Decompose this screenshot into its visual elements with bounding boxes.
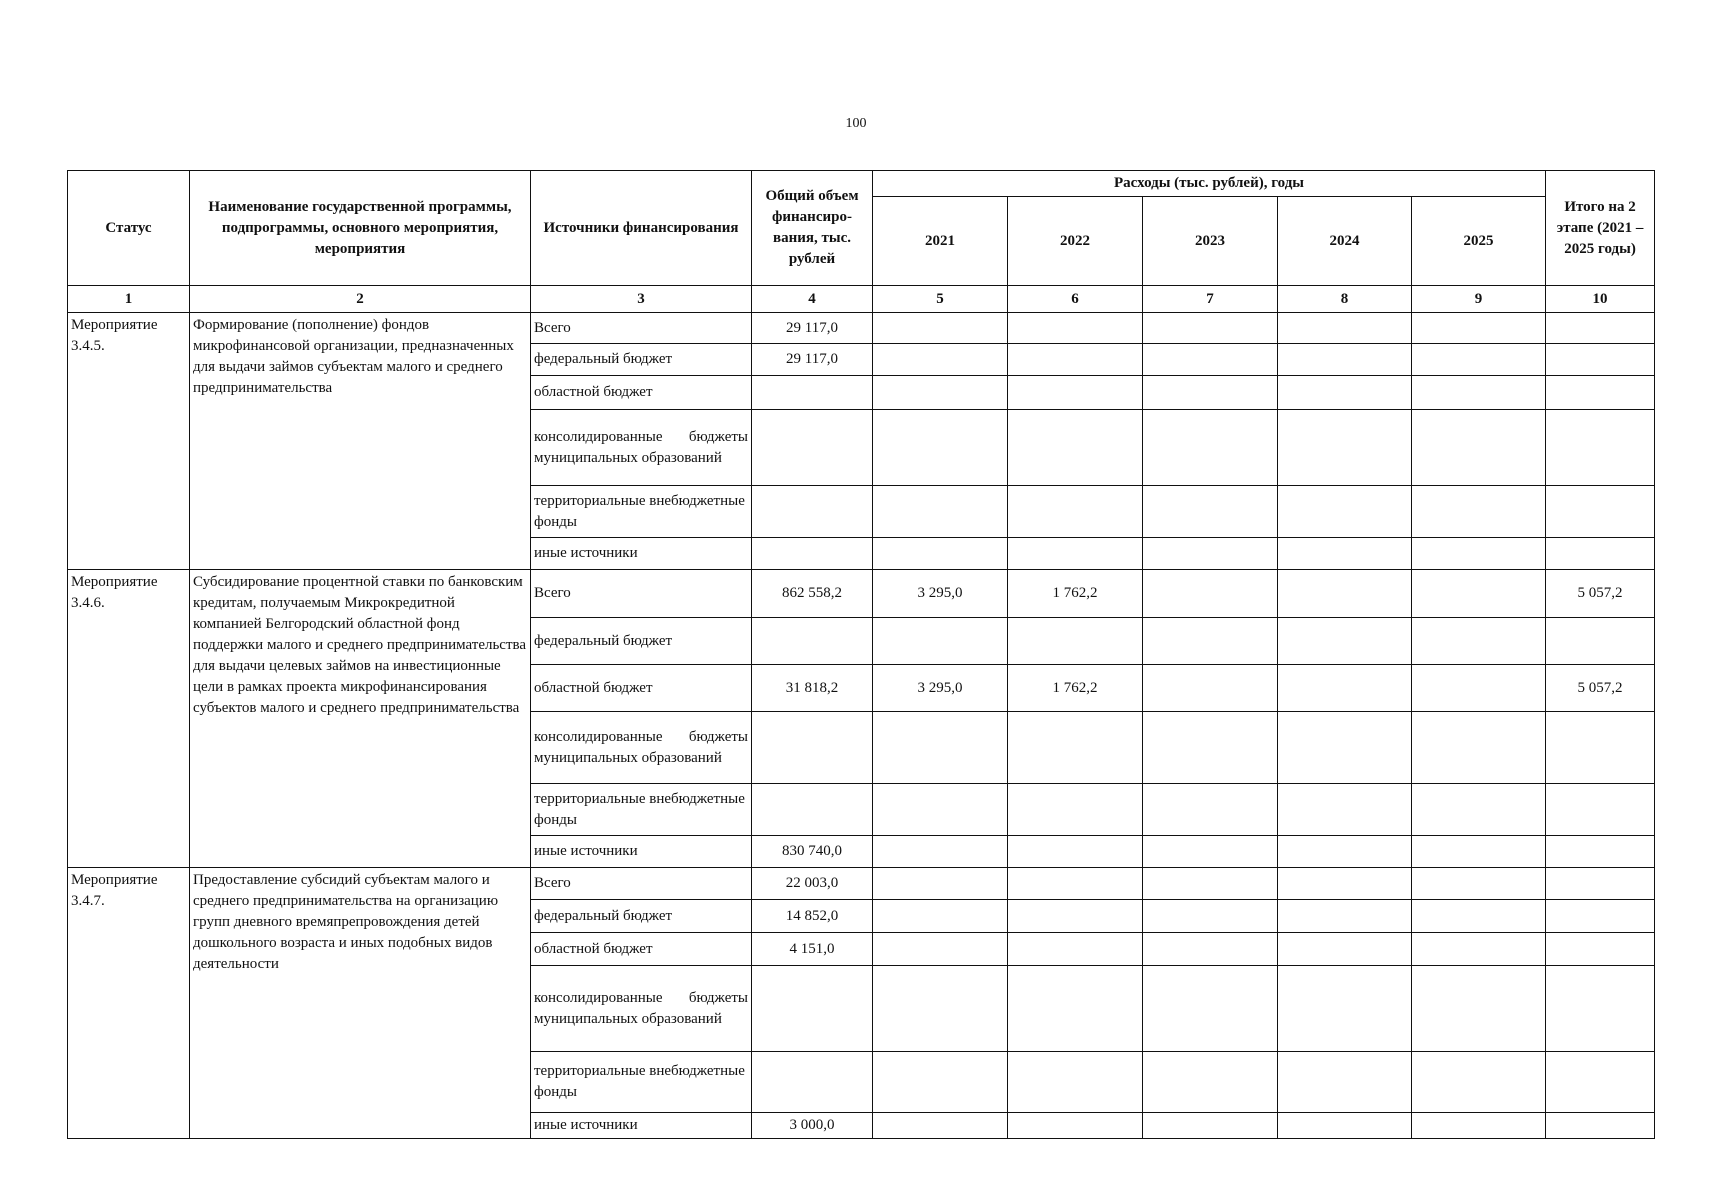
- year-value-cell: 1 762,2: [1008, 570, 1143, 618]
- year-value-cell: [1143, 966, 1278, 1052]
- year-value-cell: [1008, 933, 1143, 966]
- funding-source: консолидированные бюджеты муниципальных образований: [531, 712, 752, 784]
- total-volume-cell: [752, 712, 873, 784]
- year-value-cell: [1143, 900, 1278, 933]
- column-numbers-row: [68, 286, 1655, 313]
- year-value-cell: [1008, 313, 1143, 344]
- header-name: Наименование государственной программы, подпрограммы, основного мероприятия, мероприятия: [190, 171, 531, 286]
- year-value-cell: [1008, 410, 1143, 486]
- stage-total-cell: [1546, 344, 1655, 376]
- year-value-cell: [1412, 665, 1546, 712]
- funding-source: иные источники: [531, 538, 752, 570]
- year-value-cell: [1008, 538, 1143, 570]
- year-value-cell: [1412, 618, 1546, 665]
- year-value-cell: [1278, 570, 1412, 618]
- header-status: Статус: [68, 171, 190, 286]
- year-value-cell: 3 295,0: [873, 570, 1008, 618]
- year-value-cell: [1412, 570, 1546, 618]
- year-value-cell: [1008, 1113, 1143, 1139]
- stage-total-cell: [1546, 712, 1655, 784]
- total-volume-cell: [752, 784, 873, 836]
- year-value-cell: [1278, 784, 1412, 836]
- year-value-cell: [1412, 1052, 1546, 1113]
- header-year: 2022: [1008, 197, 1143, 286]
- year-value-cell: [873, 376, 1008, 410]
- total-volume-cell: 31 818,2: [752, 665, 873, 712]
- year-value-cell: [1008, 712, 1143, 784]
- column-number: 5: [873, 286, 1008, 313]
- activity-name: Формирование (пополнение) фондов микрофинансовой организации, предназначенных для выдачи займов субъектам малого и среднего предпринимательства: [190, 313, 531, 570]
- stage-total-cell: [1546, 784, 1655, 836]
- stage-total-cell: [1546, 966, 1655, 1052]
- total-volume-cell: [752, 966, 873, 1052]
- funding-source: федеральный бюджет: [531, 344, 752, 376]
- header-expenses: Расходы (тыс. рублей), годы: [873, 171, 1546, 197]
- year-value-cell: [873, 618, 1008, 665]
- funding-source: Всего: [531, 570, 752, 618]
- total-volume-cell: [752, 618, 873, 665]
- year-value-cell: [1412, 933, 1546, 966]
- year-value-cell: [1412, 966, 1546, 1052]
- column-number: 4: [752, 286, 873, 313]
- total-volume-cell: 4 151,0: [752, 933, 873, 966]
- year-value-cell: [873, 868, 1008, 900]
- year-value-cell: [1278, 486, 1412, 538]
- year-value-cell: [1278, 933, 1412, 966]
- stage-total-cell: [1546, 618, 1655, 665]
- year-value-cell: [1278, 868, 1412, 900]
- year-value-cell: [1008, 1052, 1143, 1113]
- year-value-cell: [1008, 376, 1143, 410]
- total-volume-cell: 862 558,2: [752, 570, 873, 618]
- year-value-cell: [1278, 665, 1412, 712]
- year-value-cell: [873, 486, 1008, 538]
- total-volume-cell: [752, 486, 873, 538]
- funding-source: областной бюджет: [531, 933, 752, 966]
- stage-total-cell: [1546, 410, 1655, 486]
- year-value-cell: [1008, 868, 1143, 900]
- year-value-cell: [1008, 966, 1143, 1052]
- funding-source: территориальные внебюджетные фонды: [531, 784, 752, 836]
- activity-name: Субсидирование процентной ставки по банковским кредитам, получаемым Микрокредитной компанией Белгородский областной фонд поддержки малого и среднего предпринимательства для выдачи целевых займов на инвестиционные цели в рамках проекта микрофинансирования субъектов малого и среднего предпринимательства: [190, 570, 531, 868]
- year-value-cell: [1143, 486, 1278, 538]
- year-value-cell: [1143, 712, 1278, 784]
- year-value-cell: [873, 410, 1008, 486]
- year-value-cell: [1412, 486, 1546, 538]
- year-value-cell: [1008, 344, 1143, 376]
- year-value-cell: [1412, 868, 1546, 900]
- page-number: 100: [845, 116, 867, 131]
- year-value-cell: 3 295,0: [873, 665, 1008, 712]
- column-number: 10: [1546, 286, 1655, 313]
- total-volume-cell: 14 852,0: [752, 900, 873, 933]
- year-value-cell: [1412, 784, 1546, 836]
- year-value-cell: [1143, 868, 1278, 900]
- funding-source: иные источники: [531, 1113, 752, 1139]
- funding-source: консолидированные бюджеты муниципальных образований: [531, 410, 752, 486]
- year-value-cell: [1278, 618, 1412, 665]
- stage-total-cell: [1546, 376, 1655, 410]
- year-value-cell: [1143, 344, 1278, 376]
- year-value-cell: [1143, 665, 1278, 712]
- year-value-cell: [1143, 1113, 1278, 1139]
- header-year: 2021: [873, 197, 1008, 286]
- year-value-cell: [1278, 1113, 1412, 1139]
- total-volume-cell: [752, 376, 873, 410]
- activity-status: Мероприятие 3.4.5.: [68, 313, 190, 570]
- header-year: 2024: [1278, 197, 1412, 286]
- year-value-cell: [1412, 376, 1546, 410]
- year-value-cell: [1412, 538, 1546, 570]
- year-value-cell: [1278, 712, 1412, 784]
- year-value-cell: [873, 933, 1008, 966]
- funding-source: территориальные внебюджетные фонды: [531, 1052, 752, 1113]
- year-value-cell: [1143, 538, 1278, 570]
- table-row: [68, 570, 1655, 618]
- funding-source: иные источники: [531, 836, 752, 868]
- year-value-cell: [1143, 836, 1278, 868]
- year-value-cell: [1008, 486, 1143, 538]
- year-value-cell: [873, 712, 1008, 784]
- year-value-cell: [1278, 836, 1412, 868]
- year-value-cell: [1278, 966, 1412, 1052]
- funding-source: федеральный бюджет: [531, 618, 752, 665]
- stage-total-cell: [1546, 900, 1655, 933]
- stage-total-cell: [1546, 313, 1655, 344]
- year-value-cell: [1278, 1052, 1412, 1113]
- column-number: 9: [1412, 286, 1546, 313]
- year-value-cell: [1143, 570, 1278, 618]
- year-value-cell: [1143, 1052, 1278, 1113]
- year-value-cell: [1008, 836, 1143, 868]
- year-value-cell: [1412, 313, 1546, 344]
- header-sources: Источники финансирования: [531, 171, 752, 286]
- year-value-cell: [873, 784, 1008, 836]
- header-year: 2025: [1412, 197, 1546, 286]
- stage-total-cell: [1546, 538, 1655, 570]
- activity-name: Предоставление субсидий субъектам малого и среднего предпринимательства на организацию групп дневного времяпрепровождения детей дошкольного возраста и иных подобных видов деятельности: [190, 868, 531, 1139]
- year-value-cell: 1 762,2: [1008, 665, 1143, 712]
- total-volume-cell: 830 740,0: [752, 836, 873, 868]
- year-value-cell: [1008, 900, 1143, 933]
- total-volume-cell: 29 117,0: [752, 313, 873, 344]
- year-value-cell: [1278, 538, 1412, 570]
- year-value-cell: [873, 836, 1008, 868]
- funding-source: областной бюджет: [531, 376, 752, 410]
- table-row: [68, 313, 1655, 344]
- year-value-cell: [1008, 618, 1143, 665]
- year-value-cell: [1412, 1113, 1546, 1139]
- stage-total-cell: [1546, 868, 1655, 900]
- funding-source: областной бюджет: [531, 665, 752, 712]
- stage-total-cell: [1546, 836, 1655, 868]
- total-volume-cell: 22 003,0: [752, 868, 873, 900]
- header-year: 2023: [1143, 197, 1278, 286]
- year-value-cell: [1278, 313, 1412, 344]
- column-number: 6: [1008, 286, 1143, 313]
- funding-source: Всего: [531, 868, 752, 900]
- year-value-cell: [873, 313, 1008, 344]
- column-number: 8: [1278, 286, 1412, 313]
- funding-source: территориальные внебюджетные фонды: [531, 486, 752, 538]
- year-value-cell: [1143, 313, 1278, 344]
- year-value-cell: [1143, 376, 1278, 410]
- year-value-cell: [1278, 376, 1412, 410]
- stage-total-cell: [1546, 486, 1655, 538]
- table-body: [68, 313, 1655, 1139]
- stage-total-cell: [1546, 1113, 1655, 1139]
- total-volume-cell: [752, 410, 873, 486]
- column-number: 1: [68, 286, 190, 313]
- activity-status: Мероприятие 3.4.7.: [68, 868, 190, 1139]
- stage-total-cell: [1546, 1052, 1655, 1113]
- table-row: [68, 868, 1655, 900]
- stage-total-cell: [1546, 933, 1655, 966]
- header-row: [68, 171, 1655, 197]
- year-value-cell: [873, 900, 1008, 933]
- column-number: 2: [190, 286, 531, 313]
- year-value-cell: [873, 538, 1008, 570]
- header-total-volume: Общий объем финансиро-вания, тыс. рублей: [752, 171, 873, 286]
- year-value-cell: [1412, 410, 1546, 486]
- total-volume-cell: [752, 538, 873, 570]
- year-value-cell: [1143, 618, 1278, 665]
- year-value-cell: [1412, 900, 1546, 933]
- year-value-cell: [1278, 410, 1412, 486]
- year-value-cell: [1143, 410, 1278, 486]
- funding-source: федеральный бюджет: [531, 900, 752, 933]
- activity-status: Мероприятие 3.4.6.: [68, 570, 190, 868]
- funding-source: Всего: [531, 313, 752, 344]
- year-value-cell: [873, 1113, 1008, 1139]
- financing-table: [67, 170, 1655, 1139]
- year-value-cell: [873, 966, 1008, 1052]
- total-volume-cell: 3 000,0: [752, 1113, 873, 1139]
- year-value-cell: [1278, 344, 1412, 376]
- year-value-cell: [1143, 933, 1278, 966]
- year-value-cell: [1143, 784, 1278, 836]
- year-value-cell: [1412, 836, 1546, 868]
- funding-source: консолидированные бюджеты муниципальных образований: [531, 966, 752, 1052]
- year-value-cell: [1008, 784, 1143, 836]
- total-volume-cell: 29 117,0: [752, 344, 873, 376]
- column-number: 3: [531, 286, 752, 313]
- year-value-cell: [1412, 712, 1546, 784]
- stage-total-cell: 5 057,2: [1546, 570, 1655, 618]
- year-value-cell: [873, 1052, 1008, 1113]
- year-value-cell: [1412, 344, 1546, 376]
- column-number: 7: [1143, 286, 1278, 313]
- header-stage-total: Итого на 2 этапе (2021 – 2025 годы): [1546, 171, 1655, 286]
- total-volume-cell: [752, 1052, 873, 1113]
- stage-total-cell: 5 057,2: [1546, 665, 1655, 712]
- year-value-cell: [1278, 900, 1412, 933]
- year-value-cell: [873, 344, 1008, 376]
